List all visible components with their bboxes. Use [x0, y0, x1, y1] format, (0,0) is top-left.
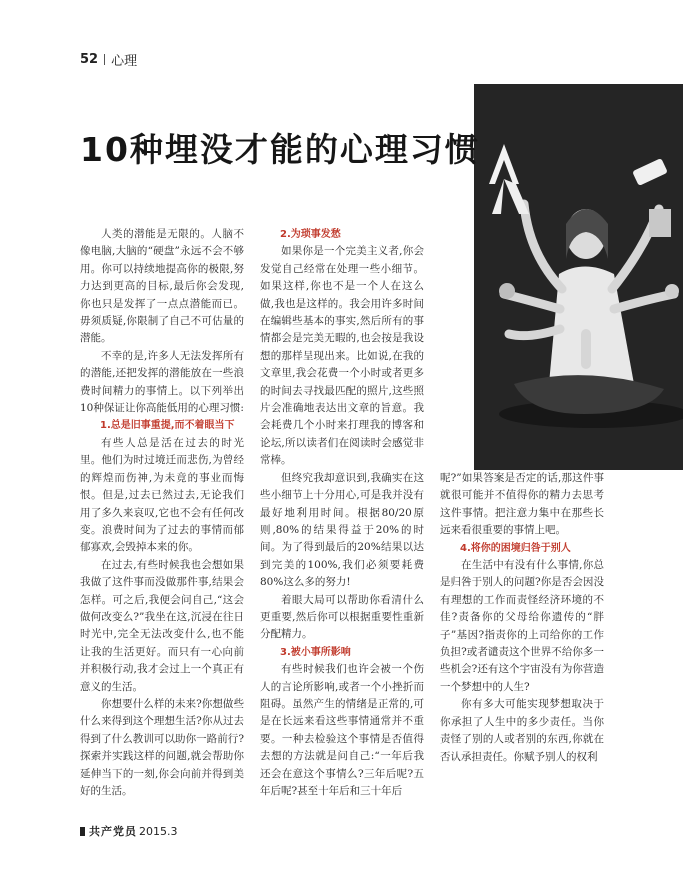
section-heading: 3.被小事所影响	[280, 646, 351, 658]
page-footer	[80, 823, 178, 839]
paragraph: 有些人总是活在过去的时光里。他们为时过境迁而悲伤,为曾经的辉煌而伤神,为未竟的事业而悔恨。但是,过去已然过去,无论我们用了多久来哀叹,它也不会有任何改变。浪费时间为了过去的事情而郁郁寡欢,会毁掉本来的你。	[80, 436, 244, 554]
header-divider	[104, 54, 105, 65]
paragraph: 呢?”如果答案是否定的话,那这件事就很可能并不值得你的精力去思考这件事情。把注意力集中在那些长远来看很重要的事情上吧。	[440, 472, 604, 537]
magazine-name: 共产党员	[89, 825, 137, 838]
text-column-1	[80, 226, 244, 800]
paragraph: 你有多大可能实现梦想取决于你承担了人生中的多少责任。当你责怪了别的人或者别的东西,你就在否认承担责任。你赋予别人的权利	[440, 698, 604, 763]
text-column-3	[440, 470, 604, 766]
section-heading: 2.为琐事发愁	[280, 229, 341, 240]
page-number: 52	[80, 52, 99, 67]
article-photo	[474, 84, 683, 470]
article-title: 10种埋没才能的心理习惯	[80, 130, 480, 169]
page-header	[80, 50, 137, 69]
paragraph: 着眼大局可以帮助你看清什么更重要,然后你可以根据重要性重新分配精力。	[260, 593, 424, 641]
paragraph: 如果你是一个完美主义者,你会发觉自己经常在处理一些小细节。如果这样,你也不是一个人在这么做,我也是这样的。我会用许多时间在编辑些基本的事实,然后所有的事情都会是完美无暇的,也会按是我设想的那样呈现出来。比如说,在我的文章里,我会花费一个小时或者更多的时间去寻找最匹配的照片,这些照片会准确地表达出文章的旨意。我会耗费几个小时来打理我的博客和论坛,所以读者们在阅读时会感觉非常棒。	[260, 245, 424, 467]
paragraph: 你想要什么样的未来?你想做些什么来得到这个理想生活?你从过去得到了什么教训可以助你一路前行?探索并实践这样的问题,就会帮助你延伸当下的一刻,你会向前并得到美好的生活。	[80, 697, 244, 797]
paragraph: 在生活中有没有什么事情,你总是归咎于别人的问题?你是否会因没有理想的工作而责怪经济环境的不佳?责备你的父母给你遗传的“胖子”基因?指责你的上司给你的工作负担?或者谴责这个世界不给你多一些机会?还有这个宇宙没有为你营造一个梦想中的人生?	[440, 559, 604, 693]
issue-date: 2015.3	[139, 824, 178, 838]
section-heading: 1.总是旧事重提,而不着眼当下	[100, 420, 235, 432]
paragraph: 人类的潜能是无限的。人脑不像电脑,大脑的“硬盘”永远不会不够用。你可以持续地提高你的极限,努力达到更高的目标,最后你会发现,你也只是发挥了一点点潜能而已。毋须质疑,你限制了自己不可估量的潜能。	[80, 228, 244, 345]
paragraph: 有些时候我们也许会被一个伤人的言论所影响,或者一个小挫折而阻碍。虽然产生的情绪是正常的,可是在长远来看这些事情通常并不重要。一种去检验这个事情是否值得去想的方法就是问自己:“一年后我还会在意这个事情么?三年后呢?五年后呢?甚至十年后和三十年后	[260, 663, 424, 797]
section-heading: 4.将你的困境归咎于别人	[460, 542, 571, 554]
paragraph: 不幸的是,许多人无法发挥所有的潜能,还把发挥的潜能放在一些浪费时间精力的事情上。以下列举出10种保证让你高能低用的心理习惯:	[80, 349, 244, 415]
paragraph: 在过去,有些时候我也会想如果我做了这件事而没做那件事,结果会怎样。可之后,我便会问自己,“这会做何改变么?”我坐在这,沉浸在往日时光中,完全无法改变什么,也不能让我的生活更好。而只有一心向前并积极行动,我才会过上一个真正有意义的生活。	[80, 558, 244, 693]
flag-icon	[80, 827, 85, 836]
paragraph: 但终究我却意识到,我确实在这些小细节上十分用心,可是我并没有最好地利用时间。根据80/20原则,80%的结果得益于20%的时间。为了得到最后的20%结果以达到完美的100%,我们必须要耗费80%这么多的努力!	[260, 471, 424, 589]
text-column-2	[260, 226, 424, 800]
section-name: 心理	[111, 54, 138, 69]
